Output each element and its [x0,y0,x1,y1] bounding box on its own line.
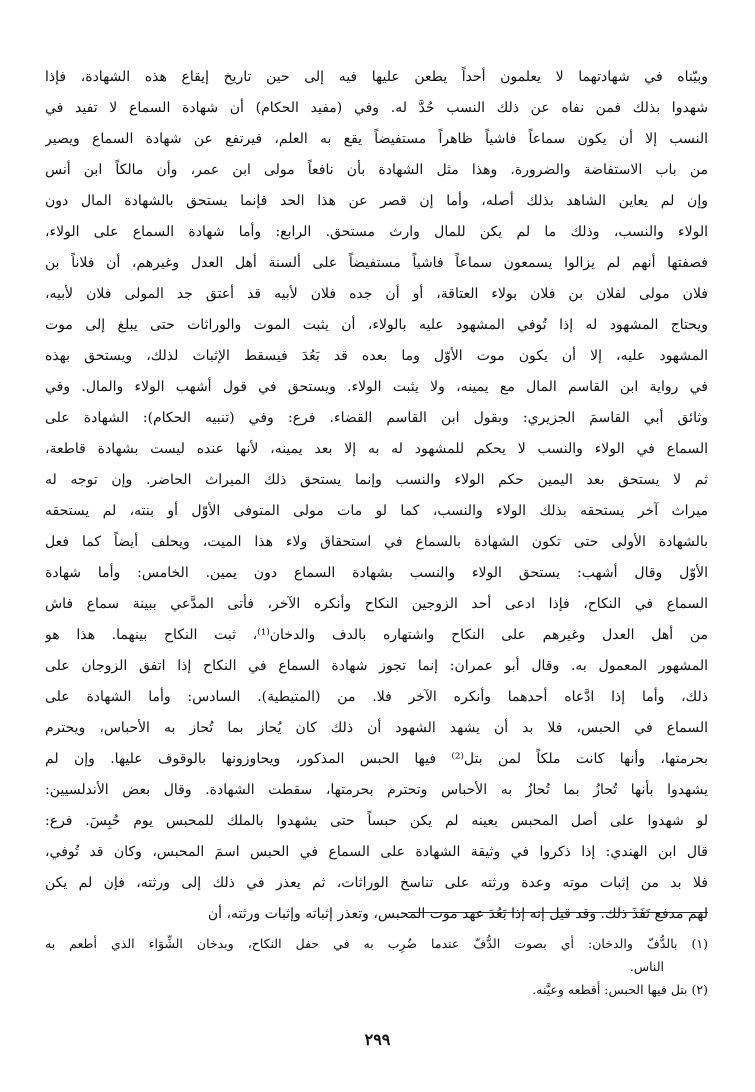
text-line: ويحتاج المشهود له إذا تُوفي المشهود عليه بالولاء، أن يثبت الموت والوراثات حتى يبلغ إلى موت [45,317,708,333]
text-line: وبيّناه في شهادتهما لا يعلمون أحداً يطعن عليها فيه إلى حين تاريخ إيقاع هذه الشهادة، فإذا [45,69,708,85]
text-line: السماع في النكاح، فإذا ادعى أحد الزوجين النكاح وأنكره الآخر، فأتى المدَّعي ببينة سماع فاش [45,596,708,612]
footnote-1: (١) بالدُّفّ والدخان: أي بصوت الدُّفّ عندما ضُرِب به في حفل النكاح، وبدخان الشِّوَاء الذي أطعم به [45,936,708,951]
text-line: لهم مدفع نَفَذَ ذلك. وقد قيل إنه إذا بَعُدَ عهد موت المحبس، وتعذر إثباته وإثبات ورثته، أن [207,906,708,922]
text-line: ذلك، وأما إذا ادَّعاه أحدهما وأنكره الآخر فلا. من (المتيطية). السادس: وأما الشهادة على [45,689,708,705]
text-line: ثم لا يستحق بعد اليمين حكم الولاء والنسب وإنما يستحق ذلك الميراث الحاضر. وإن توجه له [45,472,708,488]
text-line: النسب إلا أن يكون سماعاً فاشياً ظاهراً مستفيضاً يقع به العلم، فيرتفع عن شهادة السماع ويصير [45,131,708,147]
text-line: وثائق أبي القاسمَ الجزيري: وبقول ابن القاسم القضاء. فرع: وفي (تنبيه الحكام): الشهادة على [45,410,708,426]
text-line: لو شهدوا على أصل المحبس بعينه لم يكن حبساً حتى يشهدوا بالملك للمحبس يوم حُبِسَ. فرع: [45,813,708,829]
text-line: السماع في الولاء والنسب لا يحكم للمشهود له به إلا بعد يمينه، لأنها عنده ليست بشهادة قاطعة، [45,441,708,457]
text-line: المشهور المعمول به. وقال أبو عمران: إنما تجوز شهادة السماع في النكاح إذا اتفق الزوجان على [45,658,708,674]
footnote-separator [408,912,708,913]
footnotes [45,932,708,1001]
text-line: فلا بد من إثبات موته وعدة ورثته على تناسخ الوراثات، ثم يعذر في ذلك إلى ورثته، فإن لم يكن [45,875,708,891]
footnote-1-continuation: الناس. [629,959,664,974]
text-line: ميراث آخر يستحقه بذلك الولاء والنسب، كما لو مات مولى المتوفى الأوّل أو بنته، لم يستحقه [45,503,708,519]
text-line: في رواية ابن القاسم المال مع يمينه، ولا يثبت الولاء. ويستحق في قول أشهب الولاء والمال. وفي [45,379,708,395]
main-body-text [45,62,708,930]
text-line: فلان مولى لفلان بن فلان بولاء العتاقة، أو أن جده فلان لأبيه قد أعتق جد المولى فلان لأبيه، [45,286,708,302]
text-line: المشهود عليه، إلا أن يكون موت الأوّل وما بعده قد بَعُدَ فيسقط الإثبات لذلك، ويستحق بهذه [45,348,708,364]
text-line: شهدوا بذلك فمن نفاه عن ذلك النسب حُدَّ له. وفي (مفيد الحكام) أن شهادة السماع لا تفيد في [45,100,708,116]
text-line: الأوّل وقال أشهب: يستحق الولاء والنسب بشهادة السماع دون يمين. الخامس: وأما شهادة [45,565,708,581]
text-line: يشهدوا بأنها تُحازُ بما تُحازُ به الأحباس وتحترم بحرمتها، سقطت الشهادة. وقال بعض الأندلسيين: [45,782,708,798]
footnote-2: (٢) بتل فيها الحبس: أقطعه وعيَّنه. [532,982,708,997]
text-line: فصفتها أنهم لم يزالوا يسمعون سماعاً فاشياً مستفيضاً على ألسنة أهل العدل وغيرهم، أن فلاناً بن [45,255,708,271]
text-line: من أهل العدل وغيرهم على النكاح واشتهاره بالدف والدخان⁽¹⁾، ثبت النكاح بينهما. هذا هو [45,627,708,643]
text-line: بحرمتها، وأنها كانت ملكاً لمن بتل⁽²⁾ فيها الحبس المذكور، ويحاوزونها بالوقوف عليها. وإن لم [45,751,708,767]
text-line: السماع في الحبس، فلا بد أن يشهد الشهود أن ذلك كان يُحاز بما تُحاز به الأحباس، ويحترم [45,720,708,736]
text-line: من باب الاستفاضة والضرورة. وهذا مثل الشهادة بأن نافعاً مولى ابن عمر، وأن مالكاً ابن أنس [45,162,708,178]
page-number: ٢٩٩ [364,1030,391,1049]
text-line: قال ابن الهندي: إذا ذكروا في وثيقة الشهادة على السماع في الحبس اسمَ المحبس، وكان قد تُوفي، [45,844,708,860]
text-line: وإن لم يعاين الشاهد بذلك أصله، وأما إن قصر عن هذا الحد فإنما يستحق بالشهادة المال دون [45,193,708,209]
text-line: بالشهادة الأولى حتى تكون الشهادة بالسماع في استحقاق ولاء هذا الميت، ويحلف أيضاً كما فعل [45,534,708,550]
text-line: الولاء والنسب، وذلك ما لم يكن للمال وارث مستحق. الرابع: وأما شهادة السماع على الولاء، [45,224,708,240]
